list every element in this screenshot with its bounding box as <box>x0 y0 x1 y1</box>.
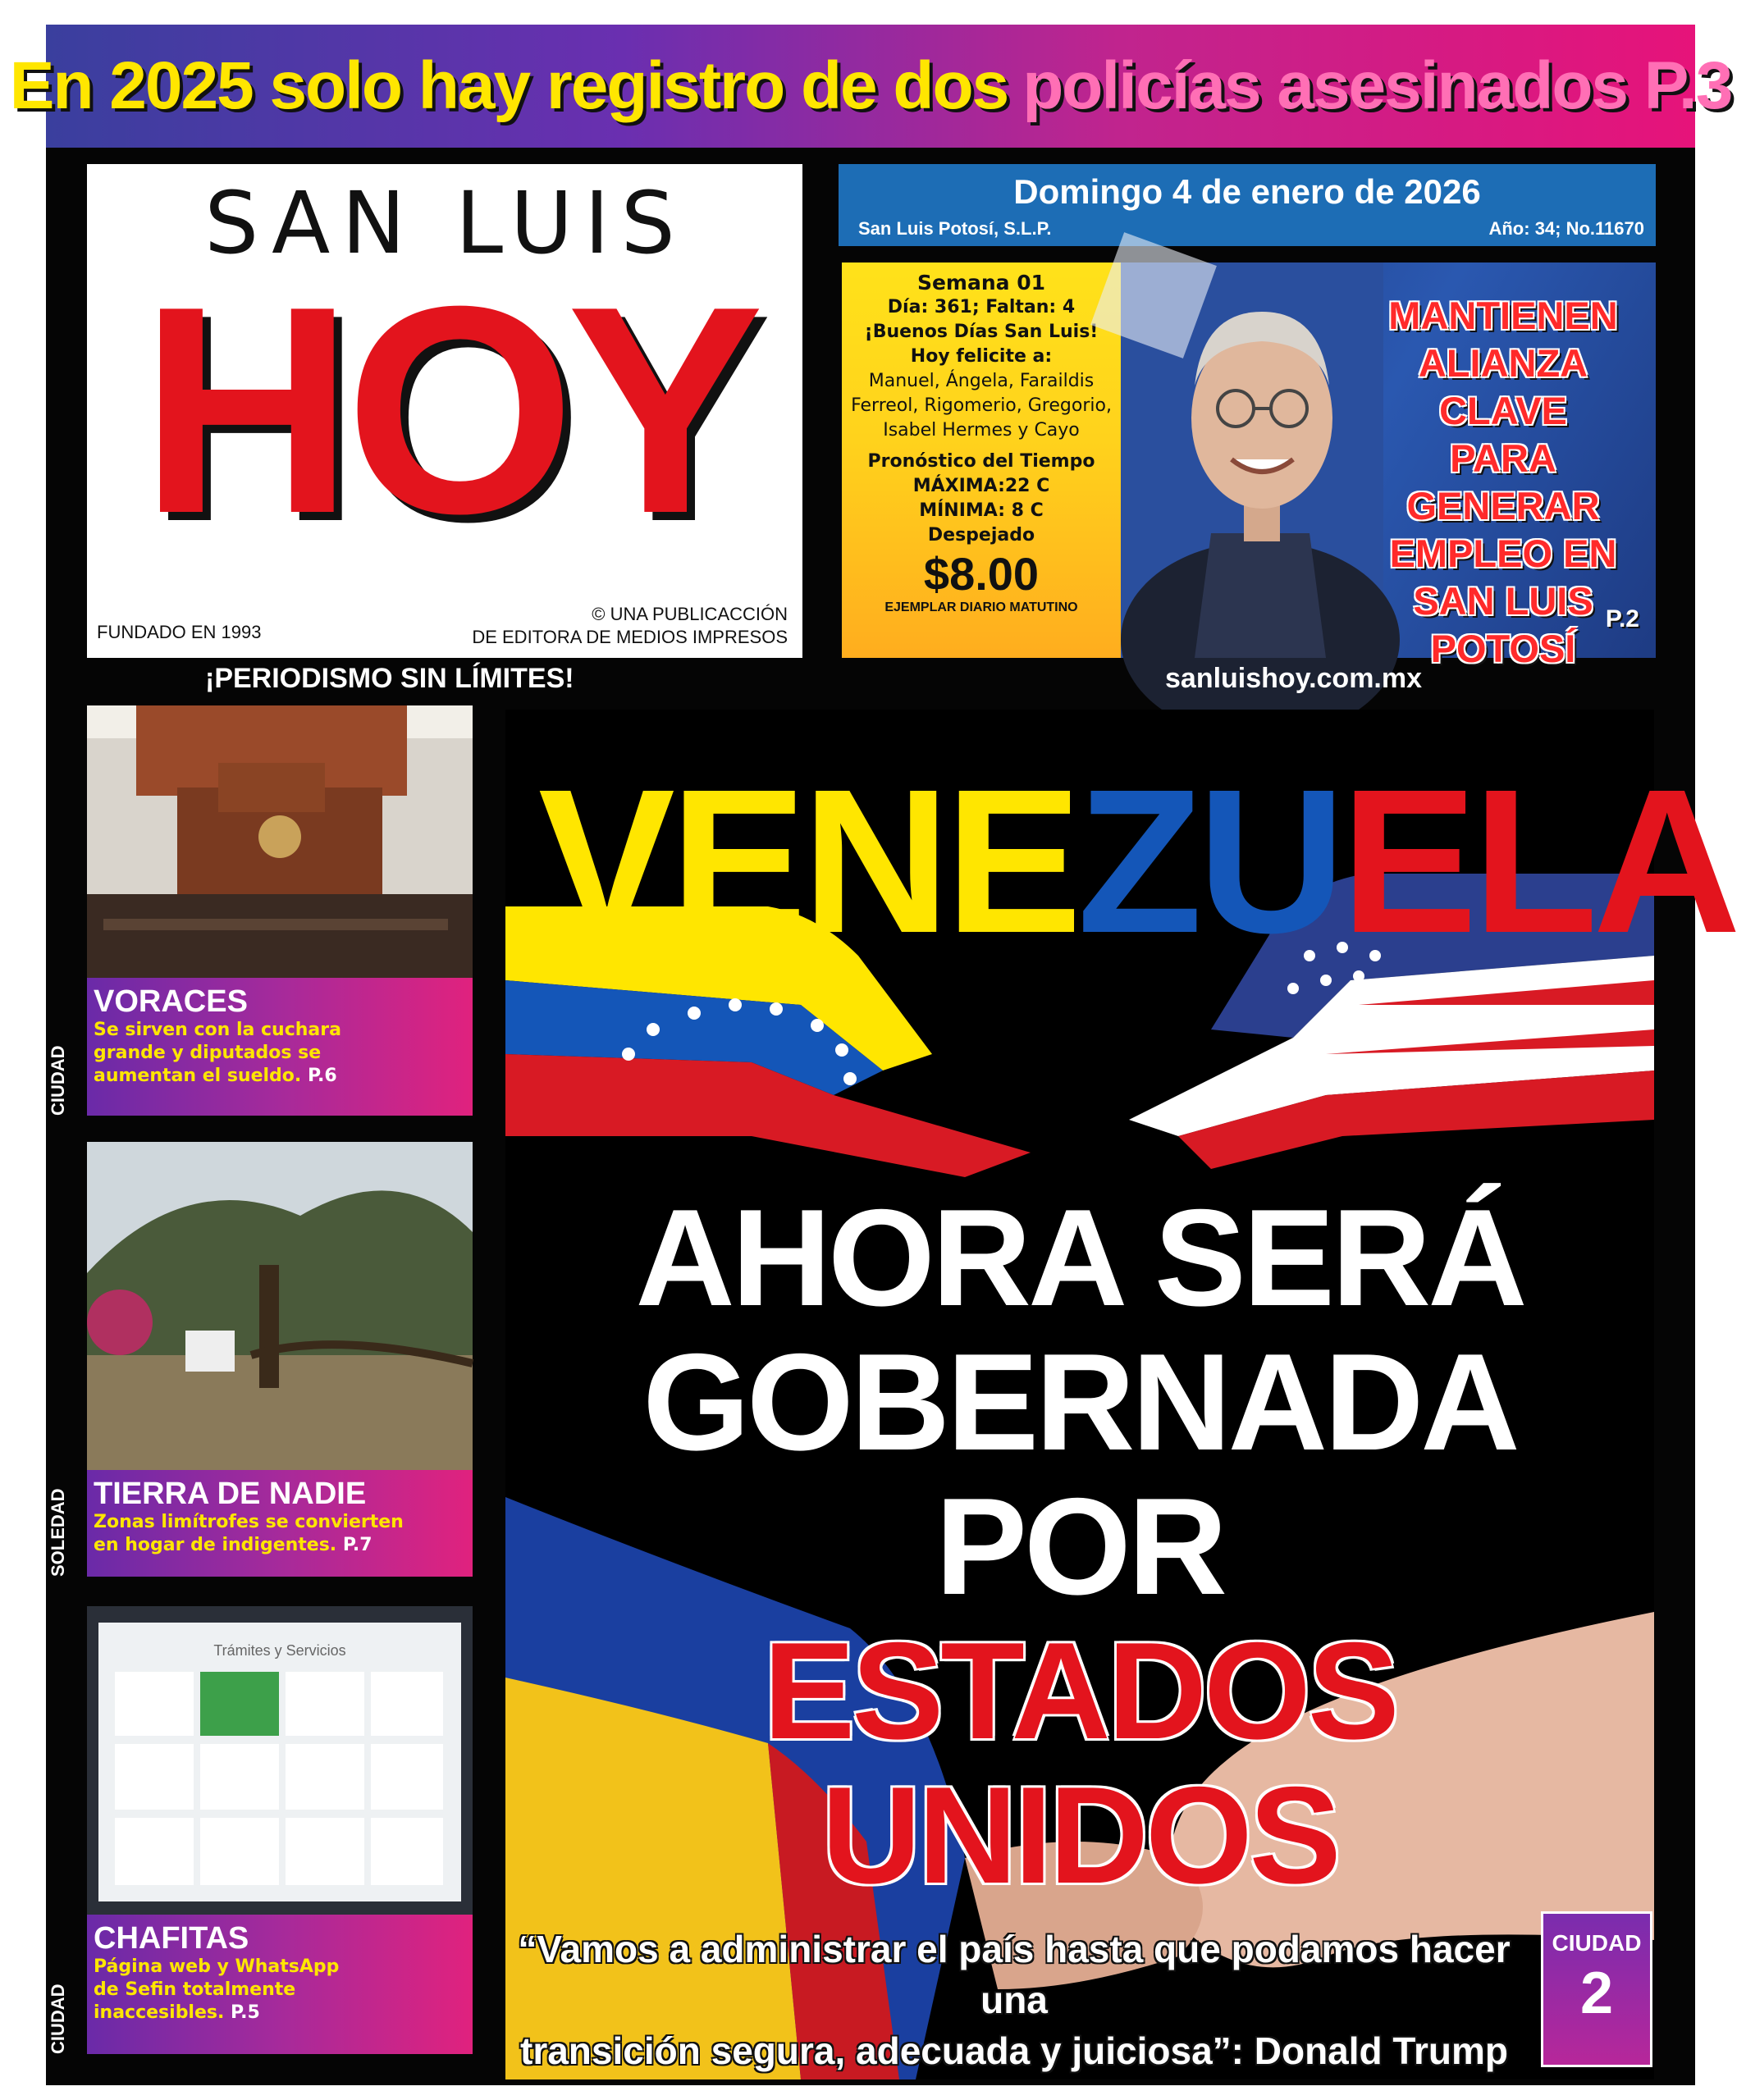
feature-story[interactable] <box>1121 262 1656 670</box>
side-story-desc: Página web y WhatsApp <box>94 1956 340 1977</box>
founded-note: FUNDADO EN 1993 <box>97 622 262 642</box>
venezuela-yellow-part: VENE <box>538 746 1077 975</box>
headline-line-2: GOBERNADA POR <box>642 1325 1517 1623</box>
slogan: ¡PERIODISMO SIN LÍMITES! <box>205 663 574 694</box>
feature-headline-line: MANTIENEN <box>1388 294 1618 337</box>
issue-edition: Año: 34; No.11670 <box>1488 218 1644 239</box>
side-story-desc <box>94 1065 466 1088</box>
logo-san-luis: SAN LUIS <box>204 173 687 273</box>
daily-info-box <box>842 262 1121 658</box>
website-link[interactable]: sanluishoy.com.mx <box>1165 663 1423 694</box>
congrats-label: Hoy felicite a: <box>910 346 1053 367</box>
greeting: ¡Buenos Días San Luis! <box>864 322 1099 342</box>
section-label-ciudad: CIUDAD <box>48 1045 68 1116</box>
headline-line-3: ESTADOS UNIDOS <box>763 1614 1396 1912</box>
section-badge-number: 2 <box>1579 1961 1614 2026</box>
side-story-voraces[interactable] <box>87 978 473 1116</box>
feature-headline-line: POTOSÍ <box>1430 627 1576 670</box>
venezuela-red-part: ELA <box>1341 746 1737 975</box>
screen-highlight-tile <box>200 1672 279 1736</box>
publisher-line-1: © UNA PUBLICACCIÓN <box>592 604 788 624</box>
side-story-desc <box>94 1534 466 1557</box>
price: $8.00 <box>923 548 1040 600</box>
banner-text-pink: policías asesinados P.3 <box>1022 48 1732 123</box>
tree-photo <box>87 1142 473 1470</box>
side-story-title: TIERRA DE NADIE <box>94 1477 367 1511</box>
side-story-desc: Se sirven con la cuchara <box>94 1020 341 1040</box>
top-banner-headline[interactable] <box>9 25 1732 148</box>
side-story-title: CHAFITAS <box>94 1921 249 1956</box>
side-story-desc-end: en hogar de indigentes. <box>94 1535 337 1555</box>
masthead-logo[interactable] <box>87 164 802 658</box>
issue-place: San Luis Potosí, S.L.P. <box>858 218 1052 239</box>
edition-type: EJEMPLAR DIARIO MATUTINO <box>884 600 1078 614</box>
issue-date: Domingo 4 de enero de 2026 <box>1013 172 1481 211</box>
main-headline <box>505 1180 1654 1912</box>
side-story-desc: Zonas limítrofes se convierten <box>94 1512 404 1532</box>
names-line-1: Manuel, Ángela, Faraildis <box>868 371 1095 391</box>
names-line-2: Ferreol, Rigomerio, Gregorio, <box>851 395 1112 416</box>
side-story-chafitas[interactable] <box>87 1915 473 2054</box>
feature-headline-line: SAN LUIS <box>1413 579 1593 623</box>
date-bar <box>839 164 1656 246</box>
side-story-desc <box>94 2002 466 2025</box>
feature-headline-line: EMPLEO EN <box>1389 532 1617 575</box>
min-temp: MÍNIMA: 8 C <box>919 500 1044 521</box>
feature-page-ref: P.2 <box>1605 605 1639 632</box>
side-story-title: VORACES <box>94 984 248 1019</box>
day-count: Día: 361; Faltan: 4 <box>887 297 1076 317</box>
side-story-page: P.5 <box>231 2002 260 2023</box>
section-badge-label: CIUDAD <box>1552 1930 1642 1956</box>
main-story[interactable] <box>505 710 1737 2079</box>
section-label-ciudad: CIUDAD <box>48 1984 68 2054</box>
publisher-line-2: DE EDITORA DE MEDIOS IMPRESOS <box>472 626 788 647</box>
side-story-desc: grande y diputados se <box>94 1043 322 1063</box>
feature-headline <box>1364 292 1643 673</box>
quote-line-1: “Vamos a administrar el país hasta que podamos hacer una <box>518 1928 1511 2021</box>
headline-line-1: AHORA SERÁ <box>635 1180 1524 1335</box>
side-story-desc-end: inaccesibles. <box>94 2002 225 2023</box>
logo-hoy: HOY <box>139 245 756 575</box>
trump-quote <box>505 1924 1523 2076</box>
screen-tile-grid <box>115 1672 443 1885</box>
sky-condition: Despejado <box>927 525 1035 546</box>
screen-heading: Trámites y Servicios <box>213 1642 346 1659</box>
names-line-3: Isabel Hermes y Cayo <box>883 420 1080 441</box>
portrait-photo <box>1121 262 1383 658</box>
website-screen-photo <box>87 1606 473 1915</box>
publisher-note <box>472 603 788 648</box>
side-story-desc: de Sefin totalmente <box>94 1979 296 2000</box>
week-label: Semana 01 <box>916 271 1046 294</box>
side-story-page: P.7 <box>342 1535 373 1555</box>
congress-photo <box>87 705 473 978</box>
screen-area <box>98 1623 461 1901</box>
side-story-tierra-de-nadie[interactable] <box>87 1470 473 1577</box>
venezuela-blue-part: ZU <box>1076 746 1341 975</box>
section-badge <box>1541 1911 1652 2067</box>
section-label-soledad: SOLEDAD <box>48 1488 68 1577</box>
forecast-label: Pronóstico del Tiempo <box>867 451 1095 472</box>
max-temp: MÁXIMA:22 C <box>912 476 1050 496</box>
side-story-page: P.6 <box>307 1066 337 1086</box>
quote-line-2: transición segura, adecuada y juiciosa”: Donald Trump <box>520 2029 1508 2072</box>
venezuela-word <box>538 746 1737 975</box>
banner-text-yellow: En 2025 solo hay registro de dos <box>9 48 1008 123</box>
feature-headline-line: PARA GENERAR <box>1406 436 1600 527</box>
side-story-desc-end: aumentan el sueldo. <box>94 1066 302 1086</box>
feature-headline-line: ALIANZA CLAVE <box>1418 341 1588 432</box>
